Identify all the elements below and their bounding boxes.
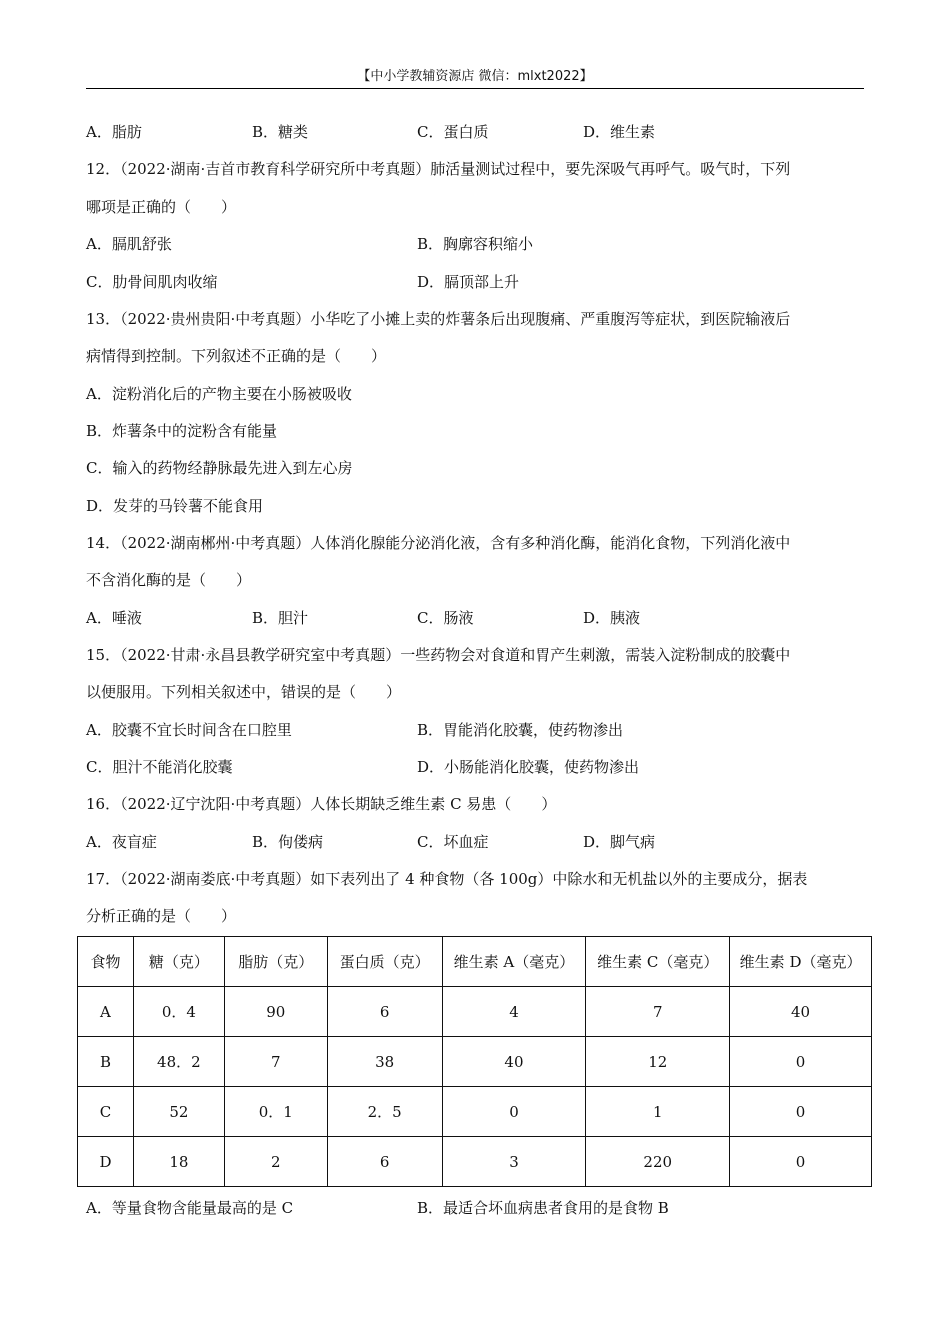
q14-option-a[interactable]: A．唾液 <box>86 609 142 627</box>
q17-stem-line-1: 17．（2022·湖南娄底·中考真题）如下表列出了 4 种食物（各 100g）中除水和无机盐以外的主要成分，据表 <box>86 870 808 888</box>
q11-option-a[interactable]: A．脂肪 <box>86 123 142 141</box>
table-cell: 0 <box>730 1087 872 1137</box>
table-cell: 48．2 <box>133 1037 224 1087</box>
table-cell: 40 <box>730 987 872 1037</box>
q14-stem-line-2: 不含消化酶的是（ ） <box>86 571 252 589</box>
q15-stem-line-2: 以便服用。下列相关叙述中，错误的是（ ） <box>86 683 402 701</box>
table-header-cell: 蛋白质（克） <box>327 937 442 987</box>
table-header-cell: 糖（克） <box>133 937 224 987</box>
q12-option-d[interactable]: D．膈顶部上升 <box>417 273 520 291</box>
table-cell: 2 <box>224 1137 327 1187</box>
table-cell: 0 <box>442 1087 586 1137</box>
q13-option-d[interactable]: D．发芽的马铃薯不能食用 <box>86 497 264 515</box>
q16-option-c[interactable]: C．坏血症 <box>417 833 489 851</box>
food-nutrient-table <box>77 936 872 1187</box>
q16-option-b[interactable]: B．佝偻病 <box>252 833 324 851</box>
q16-options <box>86 830 866 854</box>
table-cell: 7 <box>586 987 730 1037</box>
table-header-cell: 食物 <box>78 937 134 987</box>
table-row <box>78 1037 872 1087</box>
table-cell: 0 <box>730 1137 872 1187</box>
q12-stem-line-2: 哪项是正确的（ ） <box>86 198 237 216</box>
q13-stem-line-2: 病情得到控制。下列叙述不正确的是（ ） <box>86 347 387 365</box>
q12-options-row-1 <box>86 232 866 256</box>
q15-option-c[interactable]: C．胆汁不能消化胶囊 <box>86 758 233 776</box>
q15-options-row-2 <box>86 755 866 779</box>
table-cell: 0 <box>730 1037 872 1087</box>
q17-option-b[interactable]: B．最适合坏血病患者食用的是食物 B <box>417 1199 669 1217</box>
q15-options-row-1 <box>86 718 866 742</box>
q13-stem-line-1: 13．（2022·贵州贵阳·中考真题）小华吃了小摊上卖的炸薯条后出现腹痛、严重腹泻等症状，到医院输液后 <box>86 310 791 328</box>
q15-stem-line-1: 15．（2022·甘肃·永昌县教学研究室中考真题）一些药物会对食道和胃产生刺激，需装入淀粉制成的胶囊中 <box>86 646 791 664</box>
q14-option-d[interactable]: D．胰液 <box>583 609 641 627</box>
q15-option-d[interactable]: D．小肠能消化胶囊，使药物渗出 <box>417 758 640 776</box>
q13-option-b[interactable]: B．炸薯条中的淀粉含有能量 <box>86 422 278 440</box>
q12-option-c[interactable]: C．肋骨间肌肉收缩 <box>86 273 218 291</box>
q15-option-a[interactable]: A．胶囊不宜长时间含在口腔里 <box>86 721 292 739</box>
table-cell: 3 <box>442 1137 586 1187</box>
table-row <box>78 987 872 1037</box>
table-cell: 6 <box>327 1137 442 1187</box>
q11-option-d[interactable]: D．维生素 <box>583 123 656 141</box>
table-row <box>78 1137 872 1187</box>
q12-stem-line-1: 12．（2022·湖南·吉首市教育科学研究所中考真题）肺活量测试过程中，要先深吸气再呼气。吸气时，下列 <box>86 160 791 178</box>
table-cell: 4 <box>442 987 586 1037</box>
q12-options-row-2 <box>86 270 866 294</box>
table-cell: 2．5 <box>327 1087 442 1137</box>
q17-stem-line-2: 分析正确的是（ ） <box>86 907 237 925</box>
q14-option-c[interactable]: C．肠液 <box>417 609 474 627</box>
table-cell: 40 <box>442 1037 586 1087</box>
q16-stem-line-1: 16．（2022·辽宁沈阳·中考真题）人体长期缺乏维生素 C 易患（ ） <box>86 795 557 813</box>
table-cell: 6 <box>327 987 442 1037</box>
table-cell: D <box>78 1137 134 1187</box>
q15-option-b[interactable]: B．胃能消化胶囊，使药物渗出 <box>417 721 624 739</box>
q14-option-b[interactable]: B．胆汁 <box>252 609 309 627</box>
table-cell: 38 <box>327 1037 442 1087</box>
table-cell: 0．4 <box>133 987 224 1037</box>
table-cell: 52 <box>133 1087 224 1137</box>
q11-option-b[interactable]: B．糖类 <box>252 123 309 141</box>
table-cell: 220 <box>586 1137 730 1187</box>
q14-options <box>86 606 866 630</box>
q12-option-a[interactable]: A．膈肌舒张 <box>86 235 172 253</box>
table-header-row <box>78 937 872 987</box>
table-cell: 18 <box>133 1137 224 1187</box>
q11-option-c[interactable]: C．蛋白质 <box>417 123 489 141</box>
q11-options <box>86 120 866 144</box>
q17-option-a[interactable]: A．等量食物含能量最高的是 C <box>86 1199 294 1217</box>
page-header: 【中小学教辅资源店 微信：mlxt2022】 <box>86 66 864 89</box>
table-cell: A <box>78 987 134 1037</box>
table-cell: B <box>78 1037 134 1087</box>
table-header-cell: 维生素 C（毫克） <box>586 937 730 987</box>
table-header-cell: 维生素 D（毫克） <box>730 937 872 987</box>
q12-option-b[interactable]: B．胸廓容积缩小 <box>417 235 534 253</box>
q17-options <box>86 1196 866 1220</box>
q14-stem-line-1: 14．（2022·湖南郴州·中考真题）人体消化腺能分泌消化液，含有多种消化酶，能消化食物，下列消化液中 <box>86 534 791 552</box>
table-cell: 1 <box>586 1087 730 1137</box>
table-row <box>78 1087 872 1137</box>
table-cell: C <box>78 1087 134 1137</box>
table-cell: 12 <box>586 1037 730 1087</box>
q13-option-c[interactable]: C．输入的药物经静脉最先进入到左心房 <box>86 459 353 477</box>
table-cell: 0．1 <box>224 1087 327 1137</box>
table-header-cell: 脂肪（克） <box>224 937 327 987</box>
q16-option-a[interactable]: A．夜盲症 <box>86 833 157 851</box>
table-cell: 90 <box>224 987 327 1037</box>
table-cell: 7 <box>224 1037 327 1087</box>
table-header-cell: 维生素 A（毫克） <box>442 937 586 987</box>
q16-option-d[interactable]: D．脚气病 <box>583 833 656 851</box>
q13-option-a[interactable]: A．淀粉消化后的产物主要在小肠被吸收 <box>86 385 352 403</box>
